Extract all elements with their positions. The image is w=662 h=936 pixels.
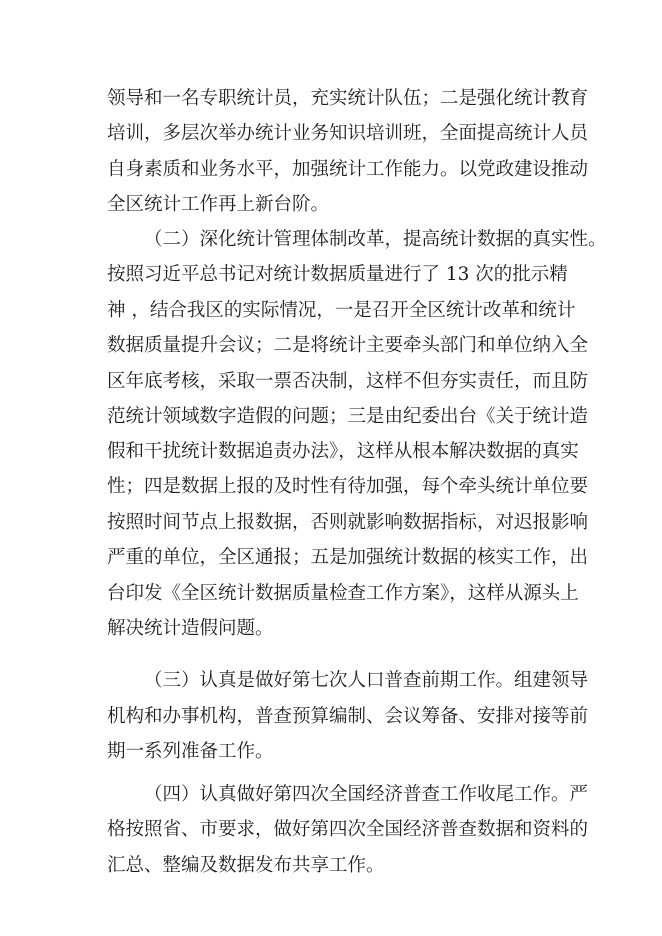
text-line: 汇总、整编及数据发布共享工作。 [107,855,385,876]
text-line: 按照时间节点上报数据，否则就影响数据指标，对迟报影响 [107,512,589,533]
text-line: 性；四是数据上报的及时性有待加强，每个牵头统计单位要 [107,476,589,497]
section-heading-line: （三）认真是做好第七次人口普查前期工作。组建领导 [144,670,589,691]
text-line: 区年底考核，采取一票否决制，这样不但夯实责任，而且防 [107,371,589,392]
text-line: 严重的单位，全区通报；五是加强统计数据的核实工作，出 [107,547,589,568]
text-line: 神 ，结合我区的实际情况，一是召开全区统计改革和统计 [107,300,576,321]
text-line: 培训，多层次举办统计业务知识培训班，全面提高统计人员 [107,123,589,144]
text-line: 期一系列准备工作。 [107,741,274,762]
section-heading-line: （二）深化统计管理体制改革，提高统计数据的真实性。 [144,229,607,250]
text-line: 台印发《全区统计数据质量检查工作方案》，这样从源头上 [107,583,579,604]
text-line: 假和干扰统计数据追责办法》，这样从根本解决数据的真实 [107,441,579,462]
text-line: 解决统计造假问题。 [107,618,274,639]
text-line: 机构和办事机构，普查预算编制、会议筹备、安排对接等前 [107,706,589,727]
text-line: 数据质量提升会议；二是将统计主要牵头部门和单位纳入全 [107,335,589,356]
text-line: 按照习近平总书记对统计数据质量进行了 13 次的批示精 [107,264,568,285]
text-line: 全区统计工作再上新台阶。 [107,194,330,215]
text-line: 范统计领域数字造假的问题；三是由纪委出台《关于统计造 [107,406,589,427]
text-line: 格按照省、市要求，做好第四次全国经济普查数据和资料的 [107,819,589,840]
text-line: 领导和一名专职统计员，充实统计队伍；二是强化统计教育 [107,88,589,109]
section-heading-line: （四）认真做好第四次全国经济普查工作收尾工作。严 [144,784,589,805]
text-line: 自身素质和业务水平，加强统计工作能力。以党政建设推动 [107,159,589,180]
